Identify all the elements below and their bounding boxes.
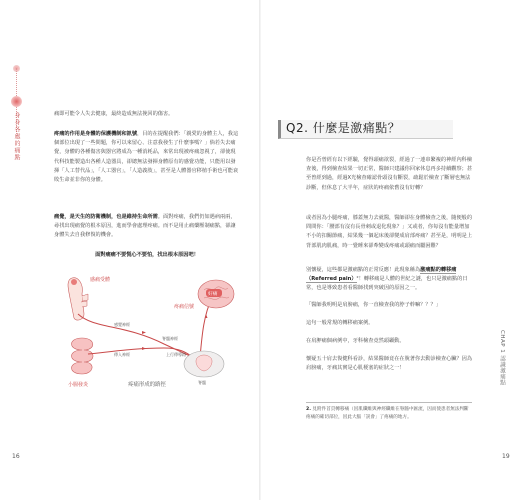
nerve-label-2: 傳入神經 bbox=[114, 352, 130, 357]
patient-quote: 「醫師我明明是肩膀痛，你一直檢查我的脖子幹嘛？？？」 bbox=[306, 302, 441, 308]
spinal-cord-label: 脊髓 bbox=[198, 380, 206, 385]
nerve-label-3: 脊髓神經 bbox=[162, 336, 178, 341]
right-paragraph-6: 懷疑五十肩去復健科看診，結果醫師竟在在脫著你去動診檢查心臟？因為肩膀痛，牙痛其實是心肌梗塞的症狀之一！ bbox=[306, 356, 473, 372]
footnote-marker: 2. bbox=[306, 407, 311, 412]
paragraph-body: ，目的在提醒我們：「親愛的身體主人，我這個部位出現了一些問題，你可以來留心、注意我發生了什麼事嗎？」倘若失去痛覺，身體的各種傷害與器官將成為一種消耗品，來常出現被疼痛忽視了，卻使現代科技能製造出各種人造器具，卻總無法發揮身體原有的感覺功能，只能用以發揮「人工替代品」，「人工器官」，「人造義肢」，甚至是人體器官移植手術也可能衰敗生命並非你的身體。 bbox=[54, 131, 239, 184]
pain-pathway-diagram bbox=[54, 274, 254, 392]
right-paragraph-2: 或者因為小腿疼痛，膝蓋無力去就醫，醫師卻在身體檢查之後，隨便般的問問你：「腰部有沒有長骨刺或退化現象？」又或者，你每沒有能量增加不小的扣關節痛，結果幾一個起床後卻變成肩部疼痛？甚至是，明明是上背部肌肉肌痛，時一覺睡來卻牽變成疼痛或頭痛而屬困難？ bbox=[306, 215, 473, 249]
left-page-number: 16 bbox=[12, 453, 20, 460]
hand-illustration bbox=[68, 278, 88, 320]
bold-lead: 疼痛的作用是身體的保護機制和訊號 bbox=[54, 131, 138, 137]
left-paragraph-2 bbox=[54, 130, 240, 185]
right-paragraph-4: 這句一般常規的轉移痛案例。 bbox=[306, 320, 374, 326]
intestine-illustration bbox=[72, 338, 94, 374]
right-page-number: 19 bbox=[502, 453, 510, 460]
footnote-text: 見附件首頁轉移痛（因肌纖維與神經纖維在脊髓中匯流，因而使患者無法判斷疼痛的確切部位，因此大腦「誤會」了疼痛的地方。 bbox=[306, 407, 469, 420]
left-paragraph-3 bbox=[54, 213, 240, 241]
decorative-dot-icon bbox=[11, 96, 22, 107]
right-paragraph-1: 你是否曾經有以下經驗，覺得頭痛欲裂，經過了一連串繁複的神經內科檢查後，得到檢查結果一切正常，醫師只建議你回家休息再多持續觀察；甚至曾經到過，經過X光檢查確認骨頭沒有斷裂，疏鬆於檢查了斷層也無法診斷，但休息了大半年，症狀的疼痛依舊沒有好轉？ bbox=[306, 157, 473, 191]
referred-pain-term: 激痛點的轉移痛（Referred pain） bbox=[306, 267, 457, 283]
margin-section-label: 身身各處的痛點 bbox=[13, 112, 20, 161]
question-heading bbox=[278, 116, 458, 140]
paragraph-body: 。面對疼痛，我們仍如遇病兩兩，尋找出現痛覺的根本原因，進而學會處理疼痛。而不是用止痛藥壓制痛點，卻讓身體失去自我修復的機會。 bbox=[54, 214, 236, 239]
right-paragraph-5: 在肩胛痛個病例中，牙科檢查竟然頭顳動。 bbox=[306, 338, 405, 344]
left-paragraph-1: 痛即可能令人失去健康，最終造成無法挽回的傷害。 bbox=[54, 111, 174, 117]
right-paragraph-3: 別懷疑，這些都是激痛點的正常反應！此現象稱為激痛點的轉移痛（Referred pain）²！轉移痛是人體的世紀之謎，也只是激痛點的日常，也是導致患者看醫師找到突破因的原因之一。 bbox=[306, 267, 468, 292]
spinal-cord-illustration bbox=[184, 351, 224, 377]
pain-receptor-label: 感痛受體 bbox=[90, 277, 111, 283]
small-intestine-label: 小腸發炎 bbox=[68, 382, 89, 388]
nerve-label-1: 感覺神經 bbox=[114, 322, 130, 327]
bold-lead: 痛覺，是天生的防衛機制，也是維持生命所需 bbox=[54, 214, 158, 220]
bold-center-statement: 面對痛痛不要慌心不要怕，找出根本原因吧！ bbox=[95, 252, 199, 258]
nerve-label-4: 上行傳導路 bbox=[166, 352, 186, 357]
pain-callout: 好痛 bbox=[208, 292, 218, 297]
pain-signal-label: 疼痛信號 bbox=[174, 304, 195, 310]
footnote bbox=[306, 402, 472, 421]
chapter-side-label: CHAP 1 認識激痛點 bbox=[499, 330, 505, 386]
diagram-caption: 疼痛形成的路徑 bbox=[128, 382, 166, 388]
page-title: Q2. 什麼是激痛點？ bbox=[286, 121, 401, 135]
